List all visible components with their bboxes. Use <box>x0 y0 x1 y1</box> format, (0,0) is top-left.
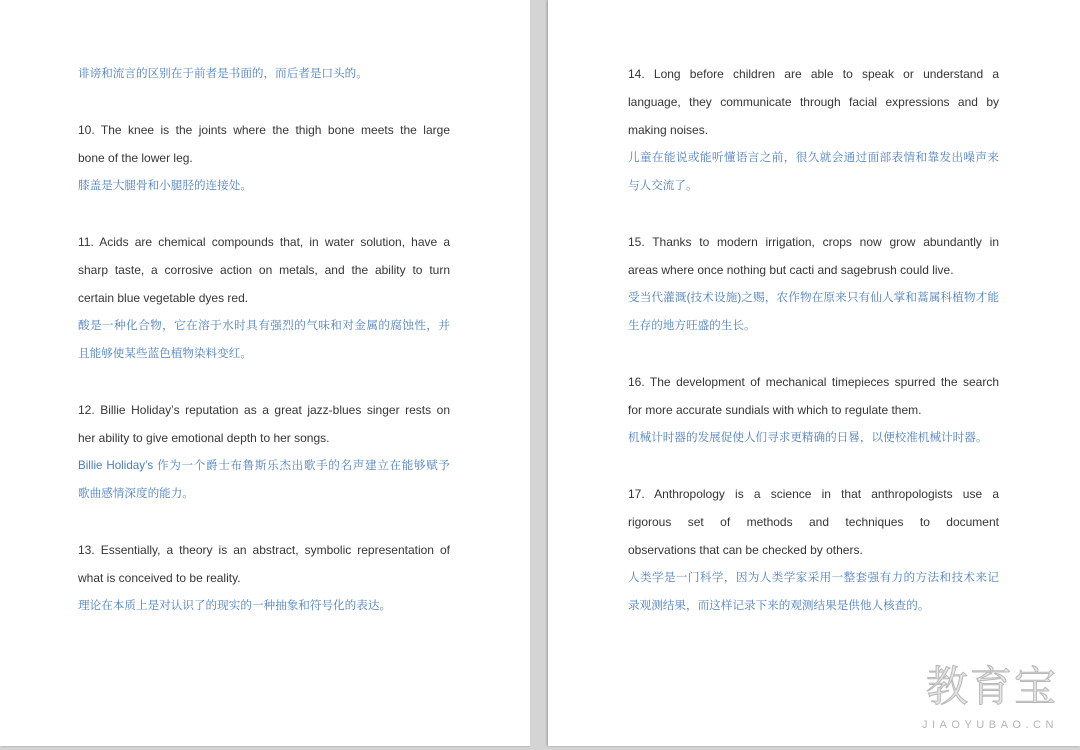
sentence-9-translation-continued <box>78 60 450 88</box>
sentence-14 <box>628 60 999 200</box>
sentence-11 <box>78 228 450 368</box>
english-line: 17. Anthropology is a science in that anthropologists use a <box>628 487 999 501</box>
chinese-translation-line: 录观测结果，而这样记录下来的观测结果是供他人核查的。 <box>628 599 930 612</box>
chinese-translation-line: 生存的地方旺盛的生长。 <box>628 319 756 332</box>
sentence-10 <box>78 116 450 200</box>
english-line: bone of the lower leg. <box>78 151 193 165</box>
chinese-translation-line: 与人交流了。 <box>628 179 698 192</box>
english-line: sharp taste, a corrosive action on metals, and the ability to turn <box>78 263 450 277</box>
chinese-translation-line: 膝盖是大腿骨和小腿胫的连接处。 <box>78 179 252 192</box>
page-right-content <box>628 60 999 648</box>
page-left-content <box>78 60 450 648</box>
english-line: 13. Essentially, a theory is an abstract, symbolic representation of <box>78 543 450 557</box>
page-left <box>0 0 530 746</box>
chinese-translation-line: Billie Holiday’s 作为一个爵士布鲁斯乐杰出歌手的名声建立在能够赋予 <box>78 459 450 472</box>
watermark-domain: JIAOYUBAO.CN <box>922 719 1058 731</box>
english-line: making noises. <box>628 123 709 137</box>
page-gutter <box>530 0 548 750</box>
page-right <box>548 0 1080 746</box>
chinese-translation-line: 人类学是一门科学，因为人类学家采用一整套强有力的方法和技术来记 <box>628 571 999 584</box>
watermark-logo: 教育宝 <box>925 662 1058 711</box>
sentence-15 <box>628 228 999 340</box>
english-line: what is conceived to be reality. <box>78 571 241 585</box>
english-line: 15. Thanks to modern irrigation, crops now grow abundantly in <box>628 235 999 249</box>
chinese-translation-line: 且能够使某些蓝色植物染料变红。 <box>78 347 252 360</box>
english-line: areas where once nothing but cacti and sagebrush could live. <box>628 263 954 277</box>
english-line: 10. The knee is the joints where the thigh bone meets the large <box>78 123 450 137</box>
chinese-translation-line: 儿童在能说或能听懂语言之前，很久就会通过面部表情和靠发出噪声来 <box>628 151 999 164</box>
english-line: for more accurate sundials with which to regulate them. <box>628 403 922 417</box>
chinese-translation-line: 酸是一种化合物，它在溶于水时具有强烈的气味和对金属的腐蚀性，并 <box>78 319 450 332</box>
sentence-12 <box>78 396 450 508</box>
english-line: 11. Acids are chemical compounds that, in water solution, have a <box>78 235 450 249</box>
sentence-13 <box>78 536 450 620</box>
english-line: language, they communicate through facial expressions and by <box>628 95 999 109</box>
english-line: certain blue vegetable dyes red. <box>78 291 249 305</box>
sentence-16 <box>628 368 999 452</box>
english-line: 12. Billie Holiday’s reputation as a great jazz-blues singer rests on <box>78 403 450 417</box>
english-line: 14. Long before children are able to speak or understand a <box>628 67 999 81</box>
chinese-translation-line: 诽谤和流言的区别在于前者是书面的，而后者是口头的。 <box>78 67 368 80</box>
english-line: observations that can be checked by others. <box>628 543 863 557</box>
english-line: her ability to give emotional depth to her songs. <box>78 431 330 445</box>
chinese-translation-line: 歌曲感情深度的能力。 <box>78 487 194 500</box>
sentence-17 <box>628 480 999 620</box>
chinese-translation-line: 理论在本质上是对认识了的现实的一种抽象和符号化的表达。 <box>78 599 392 612</box>
chinese-translation-line: 受当代灌溉(技术设施)之赐，农作物在原来只有仙人掌和蒿属科植物才能 <box>628 291 999 304</box>
english-line: rigorous set of methods and techniques to document <box>628 515 999 529</box>
chinese-translation-line: 机械计时器的发展促使人们寻求更精确的日晷，以便校准机械计时器。 <box>628 431 988 444</box>
english-line: 16. The development of mechanical timepieces spurred the search <box>628 375 999 389</box>
